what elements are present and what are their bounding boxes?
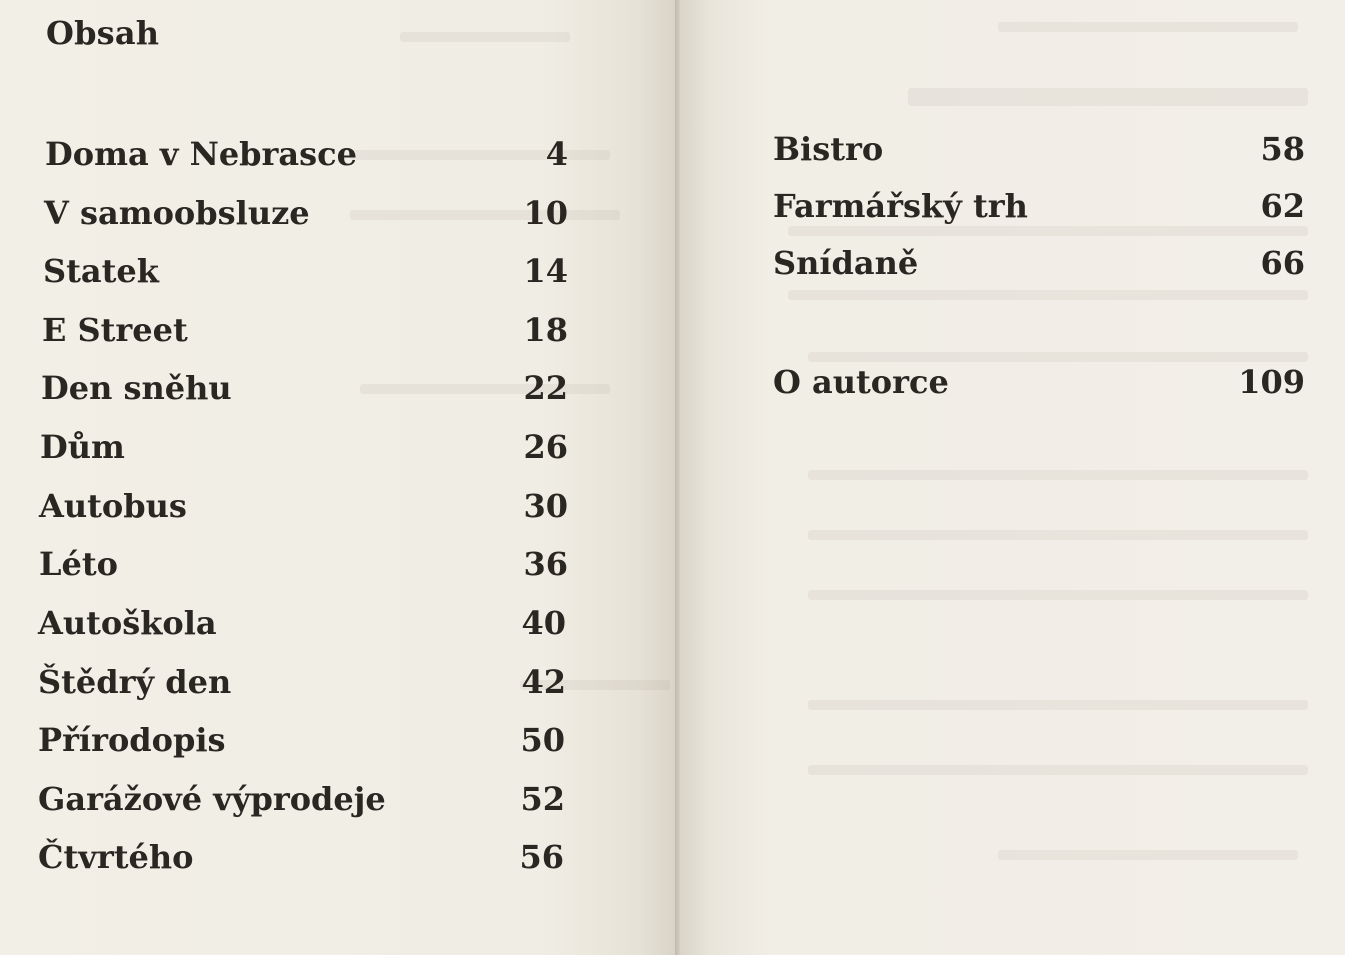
- toc-entry-page: 42: [521, 663, 566, 701]
- toc-entry-page: 10: [523, 194, 568, 232]
- toc-entry-title: Doma v Nebrasce: [45, 135, 357, 173]
- toc-entry[interactable]: [773, 360, 1305, 404]
- bleed-through: [908, 88, 1308, 106]
- toc-entry-page: 52: [520, 780, 565, 818]
- toc-entry[interactable]: [773, 241, 1305, 285]
- toc-entry-title: Garážové výprodeje: [38, 780, 386, 818]
- toc-entry-page: 4: [545, 135, 568, 173]
- toc-entry-title: Bistro: [773, 130, 884, 168]
- toc-entry-title: Autoškola: [38, 604, 217, 642]
- toc-entry[interactable]: [38, 835, 564, 879]
- toc-entry-page: 58: [1260, 130, 1305, 168]
- toc-entry[interactable]: [39, 542, 568, 586]
- toc-entry-title: O autorce: [773, 363, 949, 401]
- toc-entry-page: 36: [523, 545, 568, 583]
- bleed-through: [400, 32, 570, 42]
- bleed-through: [808, 700, 1308, 710]
- toc-entry[interactable]: [38, 777, 565, 821]
- toc-entry-title: Léto: [39, 545, 118, 583]
- toc-entry-title: Snídaně: [773, 244, 919, 282]
- toc-entry[interactable]: [42, 308, 568, 352]
- toc-entry-page: 62: [1260, 187, 1305, 225]
- toc-entry-title: Farmářský trh: [773, 187, 1028, 225]
- bleed-through: [998, 22, 1298, 32]
- toc-entry-title: Dům: [40, 428, 125, 466]
- toc-entry-title: V samoobsluze: [44, 194, 310, 232]
- toc-entry-page: 18: [523, 311, 568, 349]
- toc-entry[interactable]: [773, 127, 1305, 171]
- toc-entry-page: 109: [1238, 363, 1305, 401]
- toc-entry-page: 30: [523, 487, 568, 525]
- toc-entry[interactable]: [38, 718, 565, 762]
- toc-entry-page: 14: [523, 252, 568, 290]
- bleed-through: [808, 470, 1308, 480]
- toc-entry-title: Autobus: [39, 487, 187, 525]
- toc-entry-page: 56: [519, 838, 564, 876]
- toc-entry[interactable]: [45, 132, 568, 176]
- toc-entry[interactable]: [38, 660, 566, 704]
- toc-entry-page: 66: [1260, 244, 1305, 282]
- toc-entry-page: 26: [523, 428, 568, 466]
- toc-entry[interactable]: [39, 484, 568, 528]
- bleed-through: [808, 530, 1308, 540]
- toc-heading: Obsah: [46, 14, 160, 52]
- toc-entry[interactable]: [44, 191, 568, 235]
- toc-entry-page: 50: [520, 721, 565, 759]
- toc-entry-title: E Street: [42, 311, 188, 349]
- toc-entry-title: Přírodopis: [38, 721, 226, 759]
- book-gutter: [675, 0, 680, 955]
- toc-entry[interactable]: [773, 184, 1305, 228]
- toc-entry-title: Čtvrtého: [38, 838, 194, 876]
- toc-entry[interactable]: [43, 249, 568, 293]
- toc-entry-page: 22: [523, 369, 568, 407]
- toc-entry[interactable]: [38, 601, 566, 645]
- bleed-through: [808, 765, 1308, 775]
- right-page: [678, 0, 1345, 955]
- toc-entry-title: Den sněhu: [41, 369, 232, 407]
- toc-entry[interactable]: [40, 425, 568, 469]
- bleed-through: [788, 290, 1308, 300]
- bleed-through: [808, 590, 1308, 600]
- toc-entry-title: Štědrý den: [38, 663, 232, 701]
- bleed-through: [998, 850, 1298, 860]
- toc-entry[interactable]: [41, 366, 568, 410]
- toc-entry-title: Statek: [43, 252, 159, 290]
- toc-entry-page: 40: [521, 604, 566, 642]
